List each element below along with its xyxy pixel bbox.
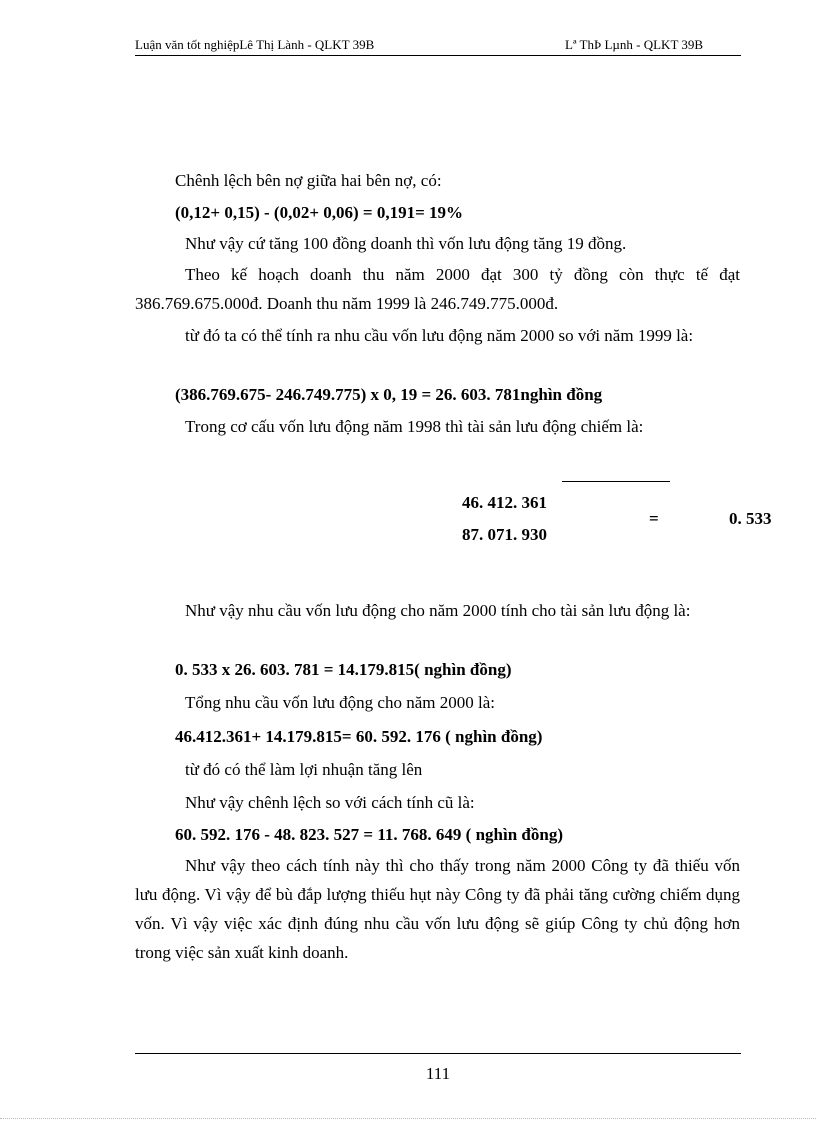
fraction-denominator: 87. 071. 930	[462, 525, 547, 544]
formula-asset-need: 0. 533 x 26. 603. 781 = 14.179.815( nghìn đồng)	[175, 660, 512, 679]
fraction-rule	[562, 481, 670, 482]
paragraph-conclusion: Như vậy theo cách tính này thì cho thấy trong năm 2000 Công ty đã thiếu vốn lưu động. Vì vậy để bù đắp lượng thiếu hụt này Công ty đã phải tăng cường chiếm dụng vốn. Vì vậy việc xác định đúng nhu cầu vốn lưu động sẽ giúp Công ty chủ động hơn trong việc sản xuất kinh doanh.	[135, 856, 740, 962]
page-number: 111	[425, 1064, 451, 1083]
paragraph-difference: Chênh lệch bên nợ giữa hai bên nợ, có:	[175, 171, 442, 190]
paragraph-old-diff: Như vậy chênh lệch so với cách tính cũ là:	[185, 793, 475, 812]
paragraph-capital-need: từ đó ta có thể tính ra nhu cầu vốn lưu động năm 2000 so với năm 1999 là:	[185, 326, 694, 345]
header-rule	[135, 55, 741, 56]
paragraph-increase: Như vậy cứ tăng 100 đồng doanh thì vốn lưu động tăng 19 đồng.	[185, 234, 627, 253]
formula-capital-need: (386.769.675- 246.749.775) x 0, 19 = 26. 603. 781nghìn đồng	[175, 385, 603, 404]
paragraph-total-need: Tổng nhu cầu vốn lưu động cho năm 2000 là:	[185, 693, 495, 712]
fraction-numerator: 46. 412. 361	[462, 493, 547, 512]
fraction-equals: =	[649, 509, 659, 528]
paragraph-profit: từ đó có thể làm lợi nhuận tăng lên	[185, 760, 423, 779]
fraction-result: 0. 533	[729, 509, 772, 528]
page-bottom-dotted-line	[0, 1118, 816, 1119]
paragraph-revenue-plan: Theo kế hoạch doanh thu năm 2000 đạt 300 tỷ đồng còn thực tế đạt 386.769.675.000đ. Doanh thu năm 1999 là 246.749.775.000đ.	[135, 265, 740, 313]
formula-difference: (0,12+ 0,15) - (0,02+ 0,06) = 0,191= 19%	[175, 203, 464, 222]
paragraph-need-assets: Như vậy nhu cầu vốn lưu động cho năm 2000 tính cho tài sản lưu động là:	[185, 601, 691, 620]
header-right: Lª ThÞ Lµnh - QLKT 39B	[565, 37, 704, 52]
paragraph-asset-share: Trong cơ cấu vốn lưu động năm 1998 thì tài sản lưu động chiếm là:	[185, 417, 644, 436]
formula-total-need: 46.412.361+ 14.179.815= 60. 592. 176 ( nghìn đồng)	[175, 727, 543, 746]
header-left: Luận văn tốt nghiệpLê Thị Lành - QLKT 39B	[135, 37, 375, 52]
formula-old-diff: 60. 592. 176 - 48. 823. 527 = 11. 768. 649 ( nghìn đồng)	[175, 825, 563, 844]
footer-rule	[135, 1053, 741, 1054]
